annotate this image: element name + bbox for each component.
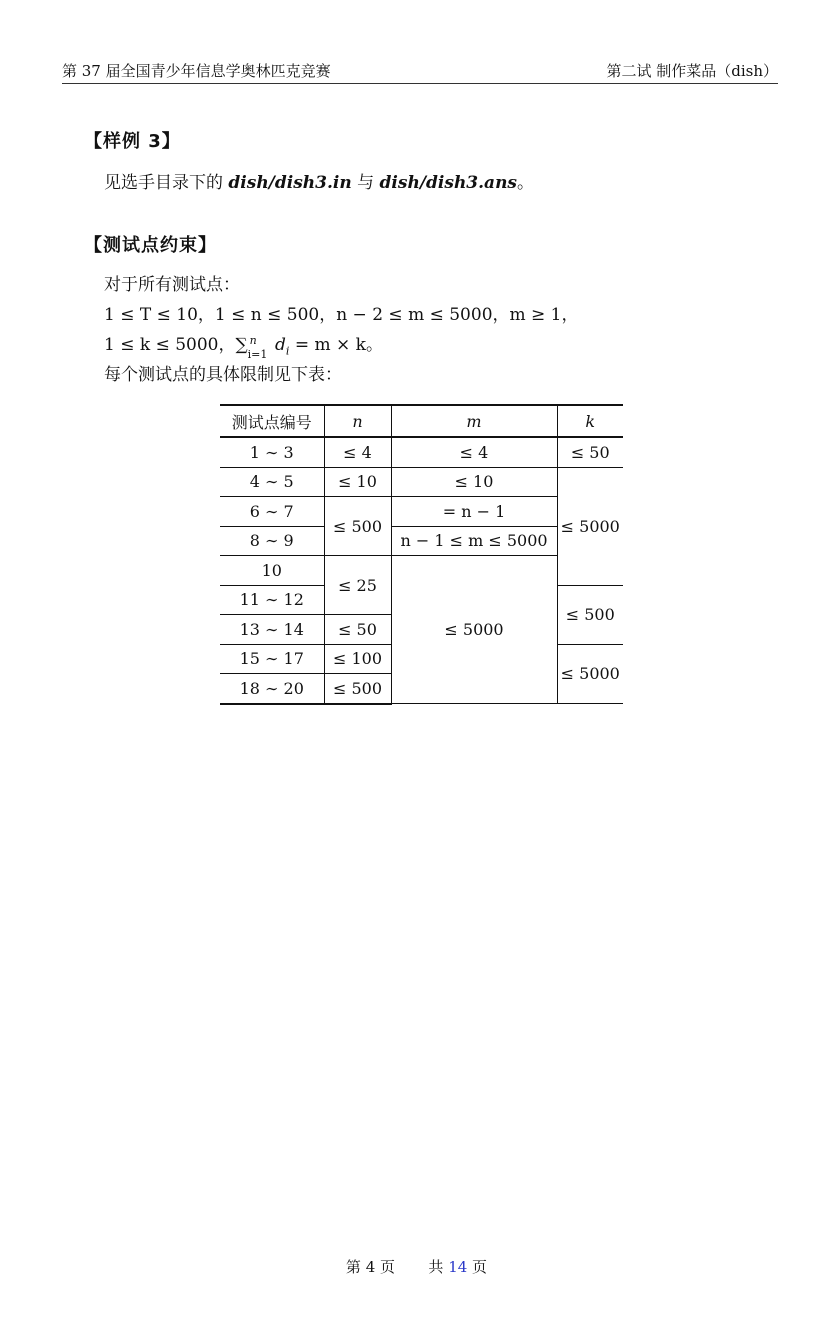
m-cell: ≤ 10 bbox=[391, 467, 557, 497]
sum-upper: n bbox=[249, 333, 257, 347]
constraints-line3-a: 1 ≤ k ≤ 5000， bbox=[104, 335, 236, 355]
table-header-row bbox=[220, 405, 623, 437]
case-cell: 18 ∼ 20 bbox=[220, 674, 324, 704]
constraints-table bbox=[220, 404, 623, 705]
k-cell: ≤ 5000 bbox=[557, 644, 623, 704]
footer-total-prefix: 共 bbox=[428, 1258, 449, 1276]
n-cell: ≤ 25 bbox=[324, 556, 391, 615]
footer-total-pages-link[interactable]: 14 bbox=[448, 1258, 468, 1276]
constraints-line3-d-sub: i bbox=[285, 344, 290, 358]
table-row bbox=[220, 437, 623, 467]
k-cell: ≤ 50 bbox=[557, 437, 623, 467]
k-cell: ≤ 500 bbox=[557, 585, 623, 644]
case-cell: 10 bbox=[220, 556, 324, 586]
sum-limits bbox=[247, 333, 270, 361]
constraints-line1: 对于所有测试点： bbox=[104, 275, 240, 295]
case-cell: 11 ∼ 12 bbox=[220, 585, 324, 615]
sample3-text-mid: 与 bbox=[351, 173, 380, 193]
n-cell: ≤ 500 bbox=[324, 674, 391, 704]
header-case-id: 测试点编号 bbox=[220, 405, 324, 437]
constraints-line2: 1 ≤ T ≤ 10，1 ≤ n ≤ 500，n − 2 ≤ m ≤ 5000，m ≥ 1， bbox=[104, 305, 579, 325]
m-cell: n − 1 ≤ m ≤ 5000 bbox=[391, 526, 557, 556]
footer-total-suffix: 页 bbox=[467, 1258, 488, 1276]
case-cell: 6 ∼ 7 bbox=[220, 497, 324, 527]
sample3-file-in: dish/dish3.in bbox=[228, 173, 352, 193]
sample3-file-ans: dish/dish3.ans bbox=[379, 173, 517, 193]
page-footer bbox=[0, 1256, 833, 1277]
m-cell: ≤ 4 bbox=[391, 437, 557, 467]
sum-symbol: ∑ bbox=[235, 335, 248, 355]
n-cell: ≤ 500 bbox=[324, 497, 391, 556]
constraints-line3-d: d bbox=[269, 335, 286, 355]
constraints-line4: 每个测试点的具体限制见下表： bbox=[104, 365, 342, 385]
constraints-line3-c: = m × k。 bbox=[289, 335, 383, 355]
footer-current-page: 第 4 页 bbox=[345, 1258, 396, 1276]
n-cell: ≤ 100 bbox=[324, 644, 391, 674]
n-cell: ≤ 50 bbox=[324, 615, 391, 645]
case-cell: 1 ∼ 3 bbox=[220, 437, 324, 467]
table-row bbox=[220, 467, 623, 497]
n-cell: ≤ 4 bbox=[324, 437, 391, 467]
constraints-line3 bbox=[104, 334, 383, 362]
sample3-text bbox=[104, 172, 534, 194]
sample3-heading: 【样例 3】 bbox=[84, 131, 181, 152]
n-cell: ≤ 10 bbox=[324, 467, 391, 497]
header-n: n bbox=[324, 405, 391, 437]
m-cell: = n − 1 bbox=[391, 497, 557, 527]
sample3-text-suffix: 。 bbox=[517, 173, 534, 193]
sum-lower: i=1 bbox=[247, 347, 268, 361]
header-contest-title: 第 37 届全国青少年信息学奥林匹克竞赛 bbox=[62, 62, 331, 80]
k-cell: ≤ 5000 bbox=[557, 467, 623, 585]
header-divider bbox=[62, 83, 778, 84]
case-cell: 8 ∼ 9 bbox=[220, 526, 324, 556]
m-cell: ≤ 5000 bbox=[391, 556, 557, 704]
case-cell: 15 ∼ 17 bbox=[220, 644, 324, 674]
case-cell: 4 ∼ 5 bbox=[220, 467, 324, 497]
header-k: k bbox=[557, 405, 623, 437]
header-problem-title: 第二试 制作菜品（dish） bbox=[606, 62, 778, 80]
case-cell: 13 ∼ 14 bbox=[220, 615, 324, 645]
header-m: m bbox=[391, 405, 557, 437]
sample3-text-prefix: 见选手目录下的 bbox=[104, 173, 229, 193]
constraints-heading: 【测试点约束】 bbox=[84, 235, 217, 256]
